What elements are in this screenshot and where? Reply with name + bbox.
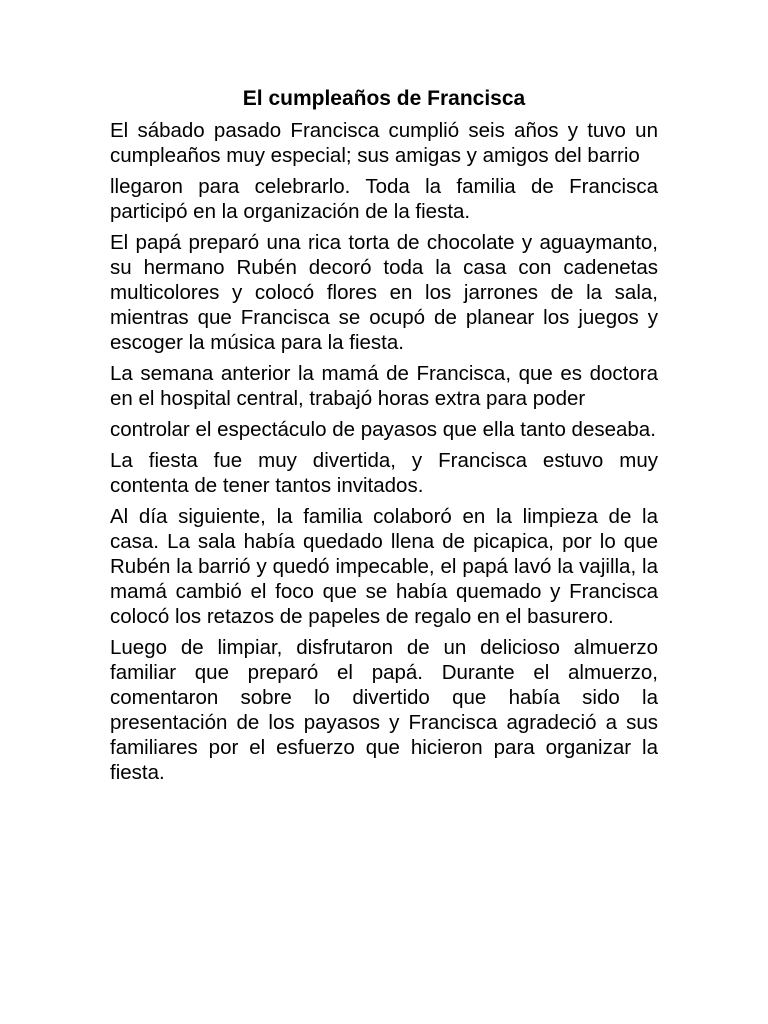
document-title: El cumpleaños de Francisca <box>242 87 526 110</box>
paragraph: Luego de limpiar, disfrutaron de un delicioso almuerzo familiar que preparó el papá. Durante el almuerzo, comentaron sobre lo divertido que había sido la presentación de los payasos y Francisca agradeció a sus familiares por el esfuerzo que hicieron para organizar la fiesta. <box>110 636 658 784</box>
paragraph: llegaron para celebrarlo. Toda la familia de Francisca participó en la organización de la fiesta. <box>110 175 658 223</box>
paragraph: Al día siguiente, la familia colaboró en la limpieza de la casa. La sala había quedado llena de picapica, por lo que Rubén la barrió y quedó impecable, el papá lavó la vajilla, la mamá cambió el foco que se había quemado y Francisca colocó los retazos de papeles de regalo en el basurero. <box>110 505 658 628</box>
paragraph: El papá preparó una rica torta de chocolate y aguaymanto, su hermano Rubén decoró toda la casa con cadenetas multicolores y colocó flores en los jarrones de la sala, mientras que Francisca se ocupó de planear los juegos y escoger la música para la fiesta. <box>110 231 658 354</box>
paragraph: La fiesta fue muy divertida, y Francisca estuvo muy contenta de tener tantos invitados. <box>110 449 658 497</box>
paragraph: controlar el espectáculo de payasos que ella tanto deseaba. <box>110 418 656 441</box>
paragraph: El sábado pasado Francisca cumplió seis años y tuvo un cumpleaños muy especial; sus amigas y amigos del barrio <box>110 119 658 167</box>
document-body <box>110 118 658 791</box>
paragraph: La semana anterior la mamá de Francisca, que es doctora en el hospital central, trabajó horas extra para poder <box>110 362 658 410</box>
